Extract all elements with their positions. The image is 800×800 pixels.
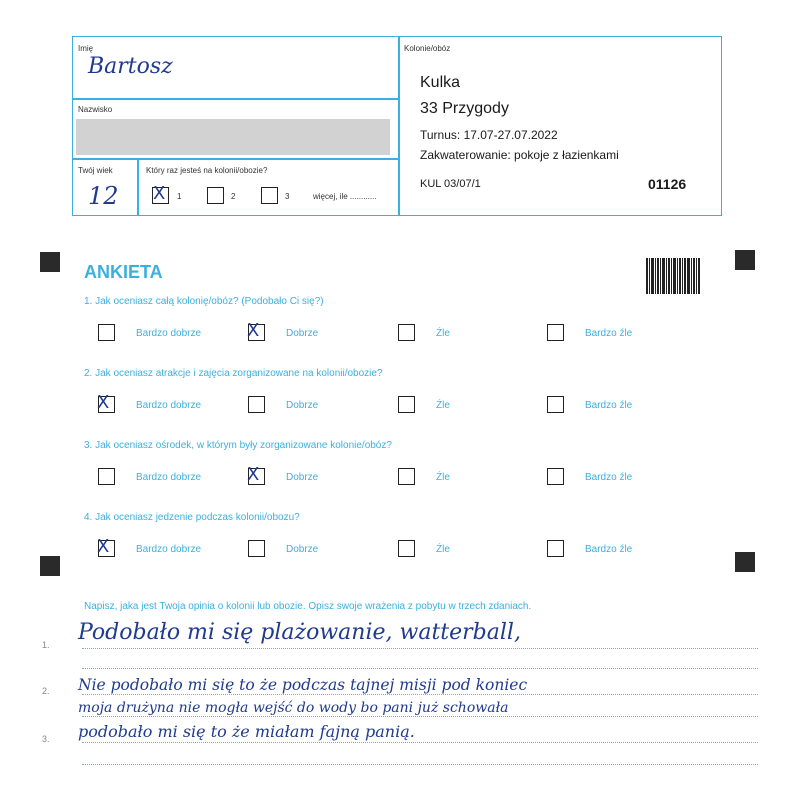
rating-option-label: Bardzo źle: [585, 544, 633, 555]
rating-option-label: Bardzo dobrze: [136, 328, 202, 339]
visit-option-1: 1: [177, 192, 182, 201]
check-mark-icon: X: [247, 320, 260, 341]
registration-mark: [735, 250, 755, 270]
registration-mark: [735, 552, 755, 572]
rating-option-label: Dobrze: [286, 328, 319, 339]
rating-checkbox[interactable]: [398, 324, 415, 341]
rating-checkbox[interactable]: [547, 468, 564, 485]
answer-line-3: podobało mi się to że miałam fajną panią.: [78, 722, 415, 741]
rating-option-label: Źle: [436, 400, 450, 411]
rating-checkbox[interactable]: [547, 396, 564, 413]
registration-mark: [40, 556, 60, 576]
rating-checkbox[interactable]: [248, 540, 265, 557]
rating-checkbox[interactable]: [97, 392, 115, 413]
kolonia-label: Kolonie/obóz: [404, 44, 451, 53]
answer-line: [82, 648, 758, 649]
line-number: 1.: [42, 640, 50, 650]
rating-option-label: Dobrze: [286, 544, 319, 555]
divider: [398, 37, 400, 215]
rating-checkbox[interactable]: [97, 536, 115, 557]
form-number: 01126: [648, 176, 687, 192]
registration-mark: [40, 252, 60, 272]
visit-checkbox-1[interactable]: [152, 183, 169, 204]
visit-checkbox-2[interactable]: [207, 187, 224, 204]
rating-option-label: Źle: [436, 472, 450, 483]
question-text: 1. Jak oceniasz całą kolonię/obóz? (Podobało Ci się?): [84, 296, 324, 307]
imie-value: Bartosz: [88, 54, 173, 79]
rating-checkbox[interactable]: [247, 320, 265, 341]
question-text: 4. Jak oceniasz jedzenie podczas kolonii/obozu?: [84, 512, 300, 523]
nazwisko-label: Nazwisko: [78, 105, 113, 114]
rating-option-label: Bardzo źle: [585, 472, 633, 483]
wiek-label: Twój wiek: [78, 166, 113, 175]
camp-code: KUL 03/07/1: [420, 178, 481, 190]
rating-option-label: Bardzo dobrze: [136, 472, 202, 483]
rating-option-label: Bardzo źle: [585, 400, 633, 411]
rating-option-label: Źle: [436, 544, 450, 555]
question-text: 2. Jak oceniasz atrakcje i zajęcia zorganizowane na kolonii/obozie?: [84, 368, 383, 379]
divider: [73, 98, 398, 100]
divider: [73, 158, 398, 160]
line-number: 3.: [42, 734, 50, 744]
visit-option-3: 3: [285, 192, 290, 201]
visit-option-2: 2: [231, 192, 236, 201]
rating-option-label: Dobrze: [286, 400, 319, 411]
visit-option-more: więcej, ile ............: [313, 192, 377, 201]
visit-checkbox-3[interactable]: [261, 187, 278, 204]
opinion-prompt: Napisz, jaka jest Twoja opinia o kolonii lub obozie. Opisz swoje wrażenia z pobytu w trzech zdaniach.: [84, 601, 532, 612]
rating-checkbox[interactable]: [398, 468, 415, 485]
ktory-raz-label: Który raz jesteś na kolonii/obozie?: [146, 166, 268, 175]
check-mark-icon: X: [153, 183, 166, 204]
rating-checkbox[interactable]: [398, 540, 415, 557]
check-mark-icon: X: [97, 536, 110, 557]
rating-option-label: Dobrze: [286, 472, 319, 483]
check-mark-icon: X: [247, 464, 260, 485]
line-number: 2.: [42, 686, 50, 696]
imie-label: Imię: [78, 44, 94, 53]
rating-checkbox[interactable]: [547, 324, 564, 341]
rating-checkbox[interactable]: [247, 464, 265, 485]
check-mark-icon: X: [97, 392, 110, 413]
redacted-surname: [76, 119, 390, 155]
question-text: 3. Jak oceniasz ośrodek, w którym były zorganizowane kolonie/obóz?: [84, 440, 392, 451]
rating-option-label: Źle: [436, 328, 450, 339]
zakwaterowanie: Zakwaterowanie: pokoje z łazienkami: [420, 148, 619, 162]
answer-line: [82, 668, 758, 669]
rating-option-label: Bardzo źle: [585, 328, 633, 339]
answer-line: [82, 742, 758, 743]
rating-checkbox[interactable]: [248, 396, 265, 413]
rating-option-label: Bardzo dobrze: [136, 400, 202, 411]
wiek-value: 12: [88, 182, 119, 210]
answer-line: [82, 694, 758, 695]
answer-line-2: Nie podobało mi się to że podczas tajnej misji pod koniec: [78, 676, 528, 694]
answer-line: [82, 716, 758, 717]
turnus: Turnus: 17.07-27.07.2022: [420, 128, 558, 142]
rating-checkbox[interactable]: [98, 324, 115, 341]
answer-line: [82, 764, 758, 765]
kolonia-sub: 33 Przygody: [420, 100, 509, 117]
survey-title: ANKIETA: [84, 262, 163, 282]
barcode-icon: [646, 258, 700, 294]
rating-checkbox[interactable]: [547, 540, 564, 557]
rating-checkbox[interactable]: [398, 396, 415, 413]
answer-line-2b: moja drużyna nie mogła wejść do wody bo pani już schowała: [78, 700, 509, 716]
rating-checkbox[interactable]: [98, 468, 115, 485]
kolonia-name: Kulka: [420, 74, 461, 91]
rating-option-label: Bardzo dobrze: [136, 544, 202, 555]
divider: [137, 158, 139, 215]
answer-line-1: Podobało mi się plażowanie, watterball,: [78, 620, 521, 645]
